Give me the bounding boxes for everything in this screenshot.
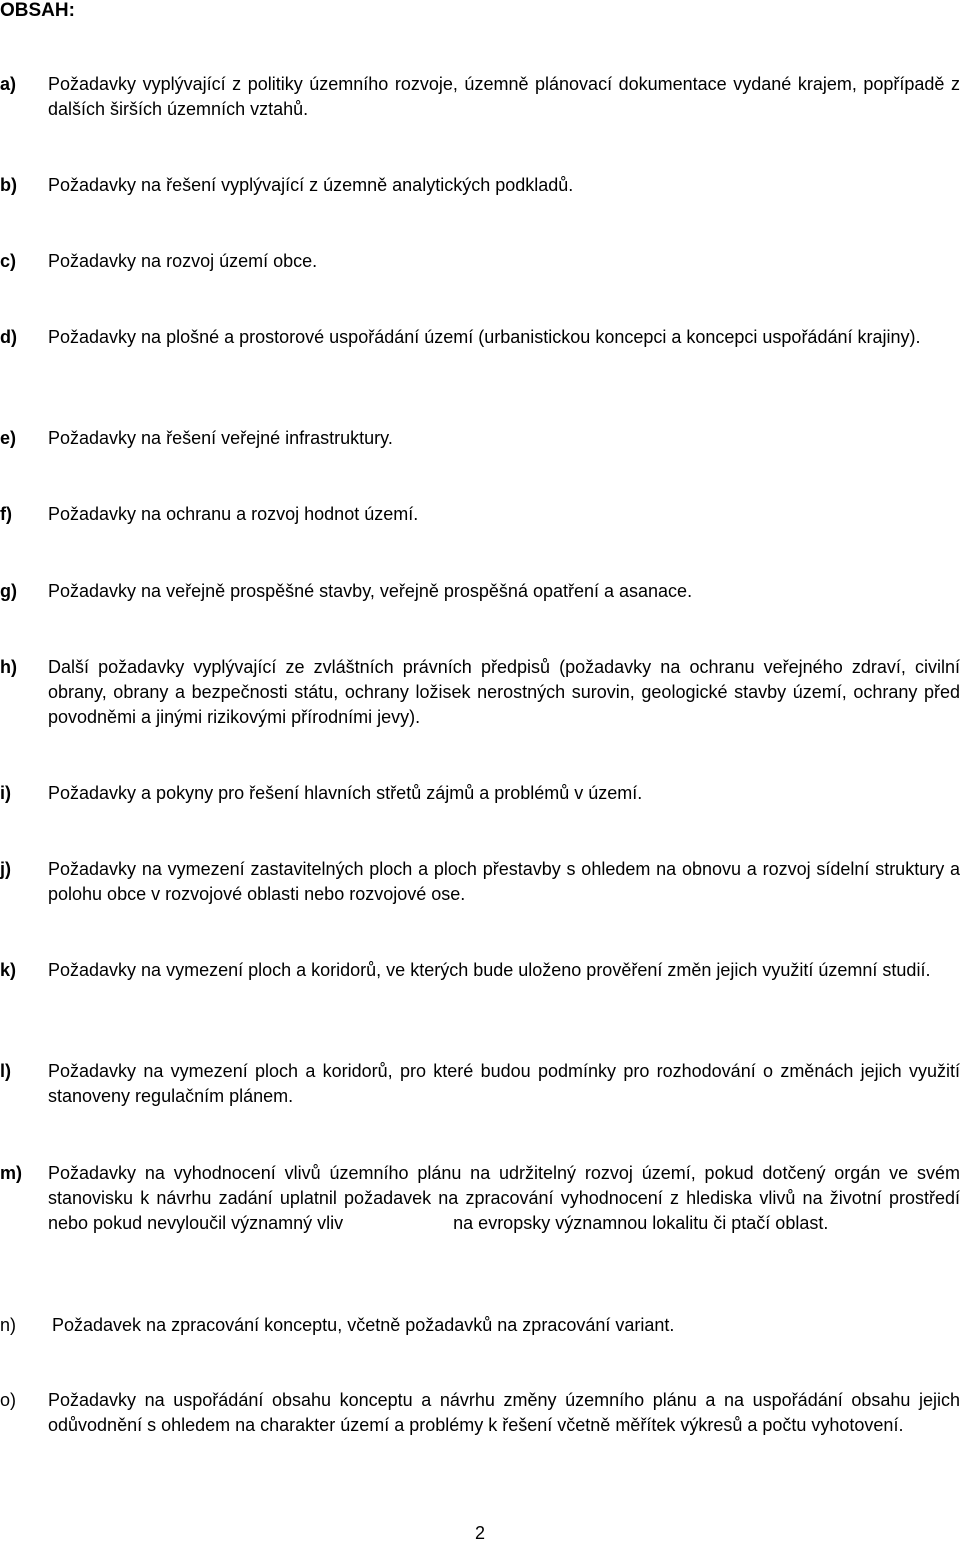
item-text-part-1: Požadavky na vyhodnocení vlivů územního plánu na udržitelný rozvoj území, pokud dotčený orgán ve svém stanovisku k návrhu zadání uplatnil požadavek na zpracování vyhodnocení z hlediska vlivů na životní prostředí nebo pokud nevyloučil významný vliv [48, 1163, 960, 1233]
item-label: o) [0, 1390, 17, 1410]
list-item-m [0, 1161, 960, 1236]
item-label: k) [0, 960, 17, 980]
item-label: j) [0, 859, 11, 879]
item-text [48, 1161, 960, 1236]
item-label: d) [0, 327, 17, 347]
item-label: c) [0, 251, 17, 271]
page-number: 2 [474, 1523, 485, 1543]
item-label: g) [0, 581, 17, 601]
item-text: Další požadavky vyplývající ze zvláštních právních předpisů (požadavky na ochranu veřejného zdraví, civilní obrany, obrany a bezpečnosti státu, ochrany ložisek nerostných surovin, geologické stavby území, ochrany před povodněmi a jinými rizikovými přírodními jevy). [48, 657, 960, 727]
item-label: f) [0, 504, 12, 524]
list-item-e [0, 426, 960, 451]
item-text: Požadavky na vymezení ploch a koridorů, ve kterých bude uloženo prověření změn jejich využití územní studií. [48, 960, 931, 980]
item-text: Požadavky na rozvoj území obce. [48, 251, 318, 271]
item-label: i) [0, 783, 11, 803]
item-label: m) [0, 1163, 22, 1183]
item-text: Požadavky na řešení veřejné infrastruktury. [48, 428, 393, 448]
list-item-b [0, 173, 960, 198]
item-text: Požadavky na uspořádání obsahu konceptu a návrhu změny územního plánu a na uspořádání obsahu jejich odůvodnění s ohledem na charakter území a problémy k řešení včetně měřítek výkresů a počtu vyhotovení. [48, 1390, 960, 1435]
item-text: Požadavky na plošné a prostorové uspořádání území (urbanistickou koncepci a koncepci uspořádání krajiny). [48, 327, 921, 347]
list-item-l [0, 1059, 960, 1109]
item-label: l) [0, 1061, 11, 1081]
list-item-k [0, 958, 960, 983]
list-item-h [0, 655, 960, 730]
contents-heading: OBSAH: [0, 0, 75, 21]
item-label: e) [0, 428, 17, 448]
list-item-g [0, 579, 960, 604]
item-text: Požadavky na ochranu a rozvoj hodnot území. [48, 504, 419, 524]
item-text: Požadavky na vymezení zastavitelných ploch a ploch přestavby s ohledem na obnovu a rozvoj sídelní struktury a polohu obce v rozvojové oblasti nebo rozvojové ose. [48, 859, 960, 904]
item-label: n) [0, 1315, 17, 1335]
list-item-f [0, 502, 960, 527]
list-item-a [0, 72, 960, 122]
item-text-part-2: na evropsky významnou lokalitu či ptačí oblast. [453, 1213, 829, 1233]
item-text: Požadavky na vymezení ploch a koridorů, pro které budou podmínky pro rozhodování o změnách jejich využití stanoveny regulačním plánem. [48, 1061, 960, 1106]
item-label: a) [0, 74, 17, 94]
list-item-j [0, 857, 960, 907]
item-text: Požadavky a pokyny pro řešení hlavních střetů zájmů a problémů v území. [48, 783, 643, 803]
list-item-n [0, 1313, 960, 1338]
item-text: Požadavky vyplývající z politiky územního rozvoje, územně plánovací dokumentace vydané krajem, popřípadě z dalších širších územních vztahů. [48, 74, 960, 119]
item-label: b) [0, 175, 17, 195]
item-text: Požadavek na zpracování konceptu, včetně požadavků na zpracování variant. [52, 1315, 675, 1335]
list-item-c [0, 249, 960, 274]
list-item-d [0, 325, 960, 350]
item-text: Požadavky na řešení vyplývající z územně analytických podkladů. [48, 175, 574, 195]
item-label: h) [0, 657, 17, 677]
list-item-o [0, 1388, 960, 1438]
list-item-i [0, 781, 960, 806]
item-text: Požadavky na veřejně prospěšné stavby, veřejně prospěšná opatření a asanace. [48, 581, 693, 601]
